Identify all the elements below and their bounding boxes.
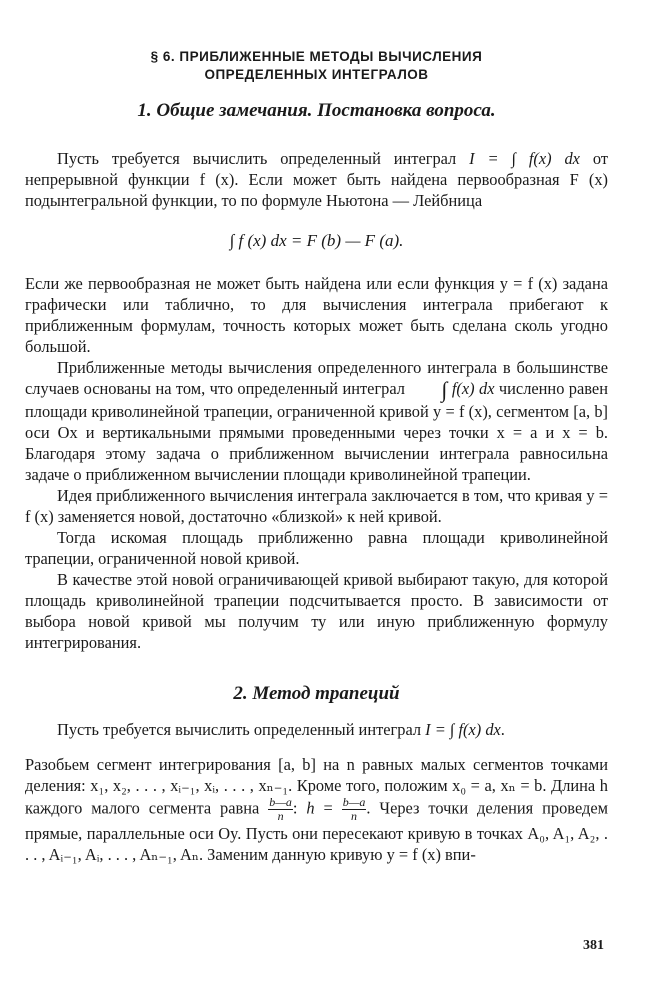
section-heading-line1: § 6. ПРИБЛИЖЕННЫЕ МЕТОДЫ ВЫЧИСЛЕНИЯ: [150, 49, 483, 64]
page-number: 381: [583, 938, 604, 953]
inline-integral-formula-2: I = ∫ f(x) dx: [425, 720, 501, 739]
section-heading: [25, 48, 608, 84]
integral-sign-icon: ∫: [441, 377, 448, 402]
fraction-b-minus-a-over-n: $\frac{b—a}{n}$: [269, 795, 292, 823]
paragraph-7: Пусть требуется вычислить определенный интеграл I = ∫ f(x) dx.: [57, 720, 505, 739]
paragraph-1-text-b: от непрерывной функции f (x). Если может быть найдена первообразная F (x) подынтегральной функции, то по формуле Ньютона — Лейбница: [25, 149, 608, 210]
section-heading-line2: ОПРЕДЕЛЕННЫХ ИНТЕГРАЛОВ: [204, 67, 429, 82]
newton-leibniz-formula: ∫ f (x) dx = F (b) — F (a).: [229, 231, 404, 250]
integrand: f(x) dx: [451, 379, 495, 398]
paragraph-8: Разобьем сегмент интегрирования [a, b] на n равных малых сегментов точками деления: x₁, x₂, . . . , xᵢ₋₁, xᵢ, . . . , xₙ₋₁. Кроме того, положим x₀ = a, xₙ = b. Длина h каждого малого сегмента равна $\frac{b—a}{n}$ : h = $\frac{b—a}{n}$ . Через точки деления проведем прямые, параллельные оси Oy. Пусть они пересекают кривую в точках A₀, A₁, A₂, . . . , Aᵢ₋₁, Aᵢ, . . . , Aₙ₋₁, Aₙ. Заменим данную кривую y = f (x) впи-: [25, 755, 608, 864]
subsection-title-1: 1. Общие замечания. Постановка вопроса.: [137, 100, 496, 121]
paragraph-3-text-b: численно равен площади криволинейной трапеции, ограниченной кривой y = f (x), сегментом [a, b] оси Ox и вертикальными прямыми проведенными через точки x = a и x = b. Благодаря этому задача о приближенном вычислении интеграла равносильна задаче о приближенном вычислении площади криволинейной трапеции.: [25, 379, 608, 484]
paragraph-1: [25, 148, 608, 211]
paragraph-8-text-b: Через точки деления проведем прямые, параллельные оси Oy. Пусть они пересекают кривую в точках A₀, A₁, A₂, . . . , Aᵢ₋₁, Aᵢ, . . . , Aₙ₋₁, Aₙ. Заменим данную кривую y = f (x) впи-: [25, 798, 608, 864]
paragraph-4: Идея приближенного вычисления интеграла заключается в том, что кривая y = f (x) заменяется новой, достаточно «близкой» к ней кривой.: [25, 486, 608, 526]
inline-integral-formula: I = ∫ f(x) dx: [469, 149, 580, 168]
paragraph-3: [25, 357, 608, 485]
fraction-h-definition: $\frac{b—a}{n}$: [342, 795, 366, 823]
subsection-title-2: 2. Метод трапеций: [233, 683, 400, 704]
paragraph-3-text-a: Приближенные методы вычисления определенного интеграла в большинстве случаев основаны на том, что определенный интеграл: [25, 358, 608, 398]
paragraph-1-text-a: Пусть требуется вычислить определенный интеграл: [57, 149, 457, 168]
paragraph-7-text: Пусть требуется вычислить определенный интеграл: [57, 720, 422, 739]
paragraph-8-text-a: Разобьем сегмент интегрирования [a, b] на n равных малых сегментов точками деления: x₁, x₂, . . . , xᵢ₋₁, xᵢ, . . . , xₙ₋₁. Кроме того, положим x₀ = a, xₙ = b. Длина h каждого малого сегмента равна: [25, 755, 608, 818]
paragraph-6: В качестве этой новой ограничивающей кривой выбирают такую, для которой площадь криволинейной трапеции подсчитывается просто. В зависимости от выбора новой кривой мы получим ту или иную приближенную формулу интегрирования.: [25, 570, 608, 652]
paragraph-2: Если же первообразная не может быть найдена или если функция y = f (x) задана графически или таблично, то для вычисления интеграла прибегают к приближенным формулам, точность которых может быть сделана сколь угодно большой.: [25, 274, 608, 356]
book-page: [25, 40, 608, 865]
paragraph-5: Тогда искомая площадь приближенно равна площади криволинейной трапеции, ограниченной новой кривой.: [25, 528, 608, 568]
